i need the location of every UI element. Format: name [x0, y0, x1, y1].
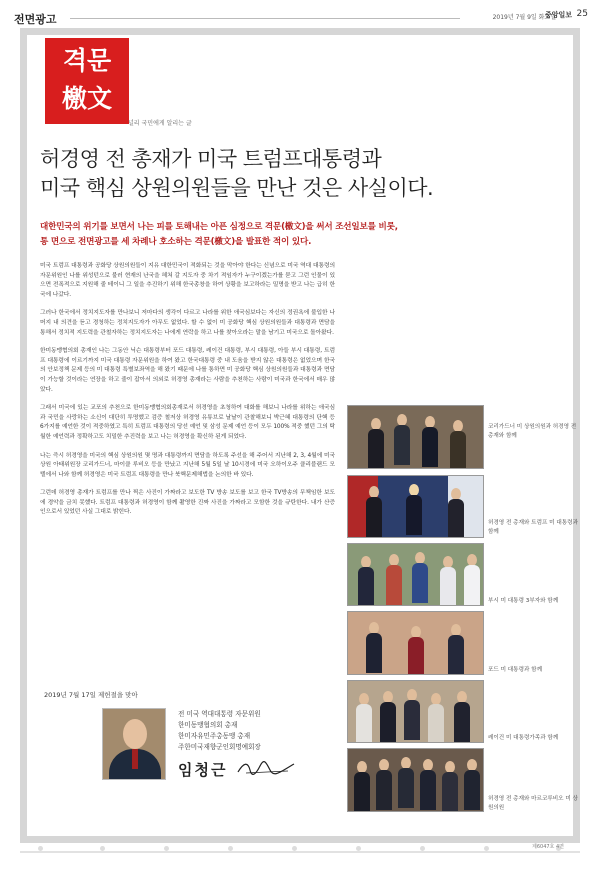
registration-dot — [228, 846, 233, 851]
body-paragraph: 그러나 한국에서 정치지도자를 만나보니 저마다의 생각이 다르고 나라를 위한 애국심보다는 자신의 정권욕에 불입한 나머지 내 의견을 듣고 경청하는 정치지도자가 아무도 없었다. 할 수 없이 미 공화당 핵심 상원의원들과 대통령과 면담을 통해서 정치적 지도력을 관철자하는 정치지도자는 나에게 연락을 하고 나를 찾아오라는 말을 남기고 미국으로 돌아왔다. — [40, 310, 335, 336]
header-rule — [70, 18, 460, 19]
body-paragraph: 나는 즉시 허경영을 미국의 핵심 상원의원 몇 명과 대통령까지 면담을 하도록 주선을 해 주어서 지난해 2, 3, 4월에 미국 상원 아태위원장 코리가드너, 마이클 루비오 등을 만났고 지난해 5월 5일 날 10시경에 미국 오하이오주 클리블랜드 모텔에서 나와 함께 허경영은 미국 트럼프 대통령을 만나 북핵문제해법을 논의한 바 있다. — [40, 452, 335, 478]
newspaper-name: 중앙일보 — [544, 11, 572, 19]
photo-caption: 레이건 미 대통령가족과 함께 — [488, 735, 559, 741]
subheadline-line-1: 대한민국의 위기를 보면서 나는 피를 토해내는 아픈 심정으로 격문(檄文)을 써서 조선일보를 비롯, — [40, 222, 398, 232]
subheadline — [40, 220, 560, 250]
author-titles — [178, 709, 261, 753]
body-paragraph: 그래서 미국에 있는 교포의 추천으로 한미동맹협의회총재로서 허경영을 초청하여 대화를 해보니 나라를 위하는 애국심과 국민을 사랑하는 소신이 대단히 투명했고 검증 철저상 허경영 유튜브로 날날이 관찰해보니 박근혜 대통령의 단핵 등 6가지를 예언한 것이 적중하였고 특히 트럼프 대통령의 당선 예언 및 삼성 문제 예언 등이 모두 100% 적중 했던 그의 탁월한 예언력과 정확하고도 치밀한 추진력을 보고 나는 허경영을 확신하 된게 되었다. — [40, 405, 335, 440]
dateline: 2019년 7월 9일 화요일 — [492, 14, 556, 21]
author-name: 임청근 — [178, 761, 228, 779]
photo-bush-family — [347, 543, 484, 606]
photo-caption: 허경영 전 총재와 마르코루비오 미 상원의원 — [488, 796, 578, 811]
badge-title-hangul: 격문 — [62, 46, 112, 75]
page-number: 25 — [576, 9, 588, 19]
photo-caption: 허경영 전 총재와 트럼프 미 대통령과 함께 — [488, 520, 578, 535]
registration-dot — [292, 846, 297, 851]
photo-reagan-family — [347, 680, 484, 743]
author-title: 한미자유민주총동맹 총재 — [178, 732, 251, 740]
registration-dot — [164, 846, 169, 851]
author-title: 주한미국재향군인회명예회장 — [178, 743, 261, 751]
registration-dot — [100, 846, 105, 851]
registration-dot — [38, 846, 43, 851]
body-paragraph: 미국 트럼프 대통령과 공화당 상원의원들이 지유 대한민국이 적화되는 것을 막아야 한다는 신념으로 미국 역대 대통령의 자문위원인 나를 위성턴으로 불러 현재의 난국을 헤쳐 갈 지도자 중 차기 적임자가 누구이겠는가를 묻고 그런 인물이 있으면 전폭적으로 지원해 줄 테이니 그 일을 추진하기 위해 한국총창을 하여 상황을 보고하라는 밀명을 받고 나는 급히 한국에 나갔다. — [40, 263, 335, 298]
photo-caption: 포드 미 대통령과 함께 — [488, 667, 542, 673]
headline — [40, 145, 560, 203]
photo-trump — [347, 475, 484, 538]
photo-caption: 코리가드너 미 상원의원과 허경영 전 총재와 함께 — [488, 424, 577, 439]
photo-caption: 부시 미 대통령 3부자와 함께 — [488, 598, 559, 604]
registration-dot — [356, 846, 361, 851]
author-title: 전 미국 역대대통령 자문위원 — [178, 710, 261, 718]
registration-dot — [484, 846, 489, 851]
body-paragraph: 그런데 허경영 총재가 트럼프를 만나 찍은 사진이 가짜라고 보도한 TV 방송 보도를 보고 한국 TV방송의 무책임한 보도에 경악을 금치 못했다. 트럼프 대통령과 허경영이 함께 촬영한 진짜 사진을 가짜라고 모함한 것을 규탄한다. 내가 산증인으로서 있었던 사실 그대로 밝힌다. — [40, 490, 335, 516]
section-label: 전면광고 — [14, 13, 57, 26]
author-portrait — [102, 708, 166, 780]
photo-ford — [347, 611, 484, 675]
handwritten-signature — [236, 758, 296, 778]
bottom-rule — [20, 851, 580, 853]
photo-gardner — [347, 405, 484, 469]
badge-title-hanja: 檄文 — [61, 84, 112, 113]
signing-date: 2019년 7월 17일 제헌절을 맞아 — [44, 691, 138, 699]
headline-line-2: 미국 핵심 상원의원들을 만난 것은 사실이다. — [40, 176, 434, 200]
registration-dot — [420, 846, 425, 851]
headline-line-1: 허경영 전 총재가 미국 트럼프대통령과 — [40, 147, 382, 171]
body-paragraph: 한미동맹협의회 총재인 나는 그동안 닉슨 대통령부터 포드 대통령, 레이건 대통령, 부시 대통령, 아들 부시 대통령, 트럼프 대통령에 이르기까지 미국 대통령 자문위원을 하여 왔고 한국대통령 중 내 도움을 받지 않은 대통령은 없었으며 한국의 안보정책 문제 등의 미 대통령 특별보좌역을 해 왔기 때문에 나를 통하면 미 공화당 핵심 상원의원들과 대통령과 면담이 가능할 것이라는 연장을 하고 줄이 잡아서 의외로 허경영 총재라는 사람을 추천하는 사람이 미국과 한국에서 매우 많았다. — [40, 348, 335, 393]
subheadline-line-2: 통 면으로 전면광고를 세 차례나 호소하는 격문(檄文)을 발표한 적이 있다. — [40, 237, 312, 247]
body-text — [40, 262, 335, 527]
photo-rubio — [347, 748, 484, 812]
manifesto-badge — [45, 38, 129, 124]
footer-code: 제6047호 4면 — [532, 844, 564, 850]
author-title: 한미동맹협의회 총재 — [178, 721, 238, 729]
badge-subtext: 널리 국민에게 알리는 글 — [128, 120, 192, 127]
